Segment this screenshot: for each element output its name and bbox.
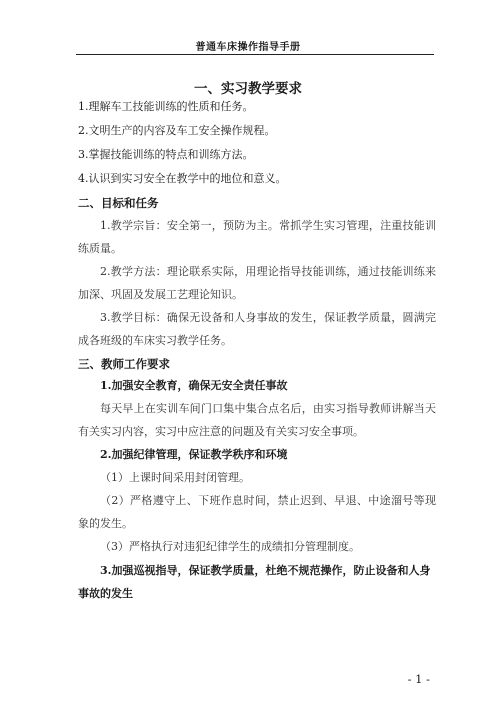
section1-title: 一、实习教学要求 <box>194 81 302 97</box>
section3-subheading: 1.加强安全教育，确保无安全责任事故 <box>100 379 288 392</box>
section1-item: 3.掌握技能训练的特点和训练方法。 <box>78 148 254 161</box>
section3-subheading: 2.加强纪律管理，保证教学秩序和环境 <box>100 448 288 461</box>
section1-item: 2.文明生产的内容及车工安全操作规程。 <box>78 124 276 137</box>
section3-list-item: （1）上课时间采用封闭管理。 <box>100 471 250 484</box>
page-number: - 1 - <box>407 672 430 686</box>
section3-list-item: （2）严格遵守上、下班作息时间，禁止迟到、早退、中途溜号等现象的发生。 <box>78 494 436 530</box>
running-header: 普通车床操作指导手册 <box>195 42 301 53</box>
section3-list-item: （3）严格执行对违犯纪律学生的成绩扣分管理制度。 <box>100 540 360 553</box>
section1-item: 1.理解车工技能训练的性质和任务。 <box>78 100 254 113</box>
section2-title: 二、目标和任务 <box>78 196 159 210</box>
section2-paragraph: 3.教学目标：确保无设备和人身事故的发生，保证教学质量，圆满完成各班级的车床实习教学任务。 <box>78 311 436 347</box>
header-rule <box>76 54 434 55</box>
section1-item: 4.认识到实习安全在教学中的地位和意义。 <box>78 172 287 185</box>
section3-paragraph: 每天早上在实训车间门口集中集合点名后，由实习指导教师讲解当天有关实习内容，实习中应注意的问题及有关实习安全事项。 <box>78 402 436 438</box>
section3-title: 三、教师工作要求 <box>78 357 170 371</box>
section3-subheading: 3.加强巡视指导，保证教学质量，杜绝不规范操作，防止设备和人身事故的发生 <box>78 564 431 600</box>
section2-paragraph: 1.教学宗旨：安全第一，预防为主。常抓学生实习管理，注重技能训练质量。 <box>78 219 436 255</box>
section2-paragraph: 2.教学方法：理论联系实际，用理论指导技能训练，通过技能训练来加深、巩固及发展工艺理论知识。 <box>78 265 436 301</box>
